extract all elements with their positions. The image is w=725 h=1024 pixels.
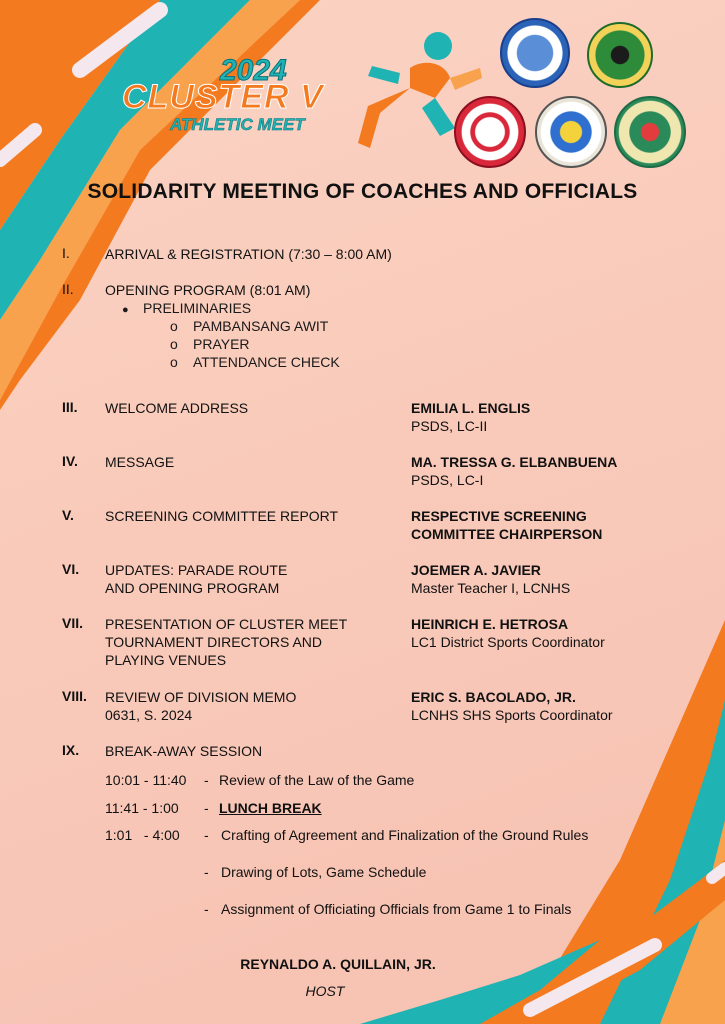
sub-item-label: PRAYER	[193, 336, 250, 352]
page-title: SOLIDARITY MEETING OF COACHES AND OFFICIALS	[87, 180, 638, 203]
la-castellana-seal-icon	[614, 96, 686, 168]
speaker-role-iii: PSDS, LC-II	[411, 418, 488, 434]
agenda-item-vii-line1: PRESENTATION OF CLUSTER MEET	[105, 616, 348, 632]
schedule-dash: -	[204, 772, 209, 788]
schedule-activity-lunch: LUNCH BREAK	[219, 800, 322, 816]
schedule-time: 1:01 - 4:00	[105, 827, 180, 843]
agenda-number-vi: VI.	[62, 561, 80, 577]
preliminaries-label: PRELIMINARIES	[143, 300, 252, 316]
agenda-item-vi-line2: AND OPENING PROGRAM	[105, 580, 280, 596]
schedule-dash: -	[204, 800, 209, 816]
sub-item-label: PAMBANSANG AWIT	[193, 318, 329, 334]
agenda-item-ix: BREAK-AWAY SESSION	[105, 743, 263, 759]
agenda-item-viii-line1: REVIEW OF DIVISION MEMO	[105, 689, 297, 705]
speaker-name-viii: ERIC S. BACOLADO, JR.	[411, 689, 576, 705]
agenda-number-ii: II.	[62, 281, 74, 297]
isabela-seal-icon	[500, 18, 570, 88]
agenda-item-vii-line2: TOURNAMENT DIRECTORS AND	[105, 634, 323, 650]
speaker-name-iii: EMILIA L. ENGLIS	[411, 400, 531, 416]
agenda-number-iii: III.	[62, 399, 78, 415]
schedule-activity: Assignment of Officiating Officials from Game 1 to Finals	[221, 901, 572, 917]
schedule-activity: Drawing of Lots, Game Schedule	[221, 864, 427, 880]
agenda-item-v: SCREENING COMMITTEE REPORT	[105, 508, 339, 524]
logo-subtitle: ATHLETIC MEET	[170, 115, 305, 134]
agenda-item-vi-line1: UPDATES: PARADE ROUTE	[105, 562, 288, 578]
sub-item-prayer	[170, 335, 370, 353]
agenda-item-ii: OPENING PROGRAM (8:01 AM)	[105, 282, 311, 298]
schedule-activity: Review of the Law of the Game	[219, 772, 415, 788]
schedule-time: 10:01 - 11:40	[105, 772, 187, 788]
agenda-number-viii: VIII.	[62, 688, 87, 704]
schedule-time: 11:41 - 1:00	[105, 800, 179, 816]
host-name: REYNALDO A. QUILLAIN, JR.	[240, 956, 436, 972]
speaker-name-vii: HEINRICH E. HETROSA	[411, 616, 569, 632]
sub-marker: o	[170, 318, 178, 334]
speaker-name-v-line1: RESPECTIVE SCREENING	[411, 508, 587, 524]
speaker-role-iv: PSDS, LC-I	[411, 472, 484, 488]
agenda-number-i: I.	[62, 245, 70, 261]
schedule-dash: -	[204, 827, 209, 843]
speaker-role-vii: LC1 District Sports Coordinator	[411, 634, 605, 650]
agenda-number-v: V.	[62, 507, 74, 523]
agenda-number-iv: IV.	[62, 453, 78, 469]
bullet-marker: ●	[122, 304, 129, 316]
moises-padilla-seal-icon	[587, 22, 653, 88]
speaker-name-vi: JOEMER A. JAVIER	[411, 562, 541, 578]
sub-item-anthem	[170, 317, 370, 335]
logo-year: 2024	[220, 54, 287, 87]
agenda-item-viii-line2: 0631, S. 2024	[105, 707, 193, 723]
agenda-number-vii: VII.	[62, 615, 84, 631]
agenda-item-i: ARRIVAL & REGISTRATION (7:30 – 8:00 AM)	[105, 246, 392, 262]
agenda-item-vii-line3: PLAYING VENUES	[105, 652, 227, 668]
hinigaran-seal-icon	[454, 96, 526, 168]
schedule-dash: -	[204, 901, 209, 917]
agenda-item-iv: MESSAGE	[105, 454, 175, 470]
speaker-role-vi: Master Teacher I, LCNHS	[411, 580, 571, 596]
speaker-name-iv: MA. TRESSA G. ELBANBUENA	[411, 454, 618, 470]
sub-item-label: ATTENDANCE CHECK	[193, 354, 340, 370]
host-role: HOST	[305, 983, 345, 999]
sub-item-attendance	[170, 353, 370, 371]
logo-name: CLUSTER V	[122, 78, 324, 116]
preliminaries-bullet	[122, 299, 252, 319]
schedule-activity: Crafting of Agreement and Finalization of the Ground Rules	[221, 827, 589, 843]
binalbagan-seal-icon	[535, 96, 607, 168]
schedule-dash: -	[204, 864, 209, 880]
speaker-role-viii: LCNHS SHS Sports Coordinator	[411, 707, 613, 723]
event-logo	[110, 18, 490, 158]
agenda-number-ix: IX.	[62, 742, 80, 758]
sub-marker: o	[170, 354, 178, 370]
sub-marker: o	[170, 336, 178, 352]
agenda-item-iii: WELCOME ADDRESS	[105, 400, 249, 416]
speaker-name-v-line2: COMMITTEE CHAIRPERSON	[411, 526, 603, 542]
